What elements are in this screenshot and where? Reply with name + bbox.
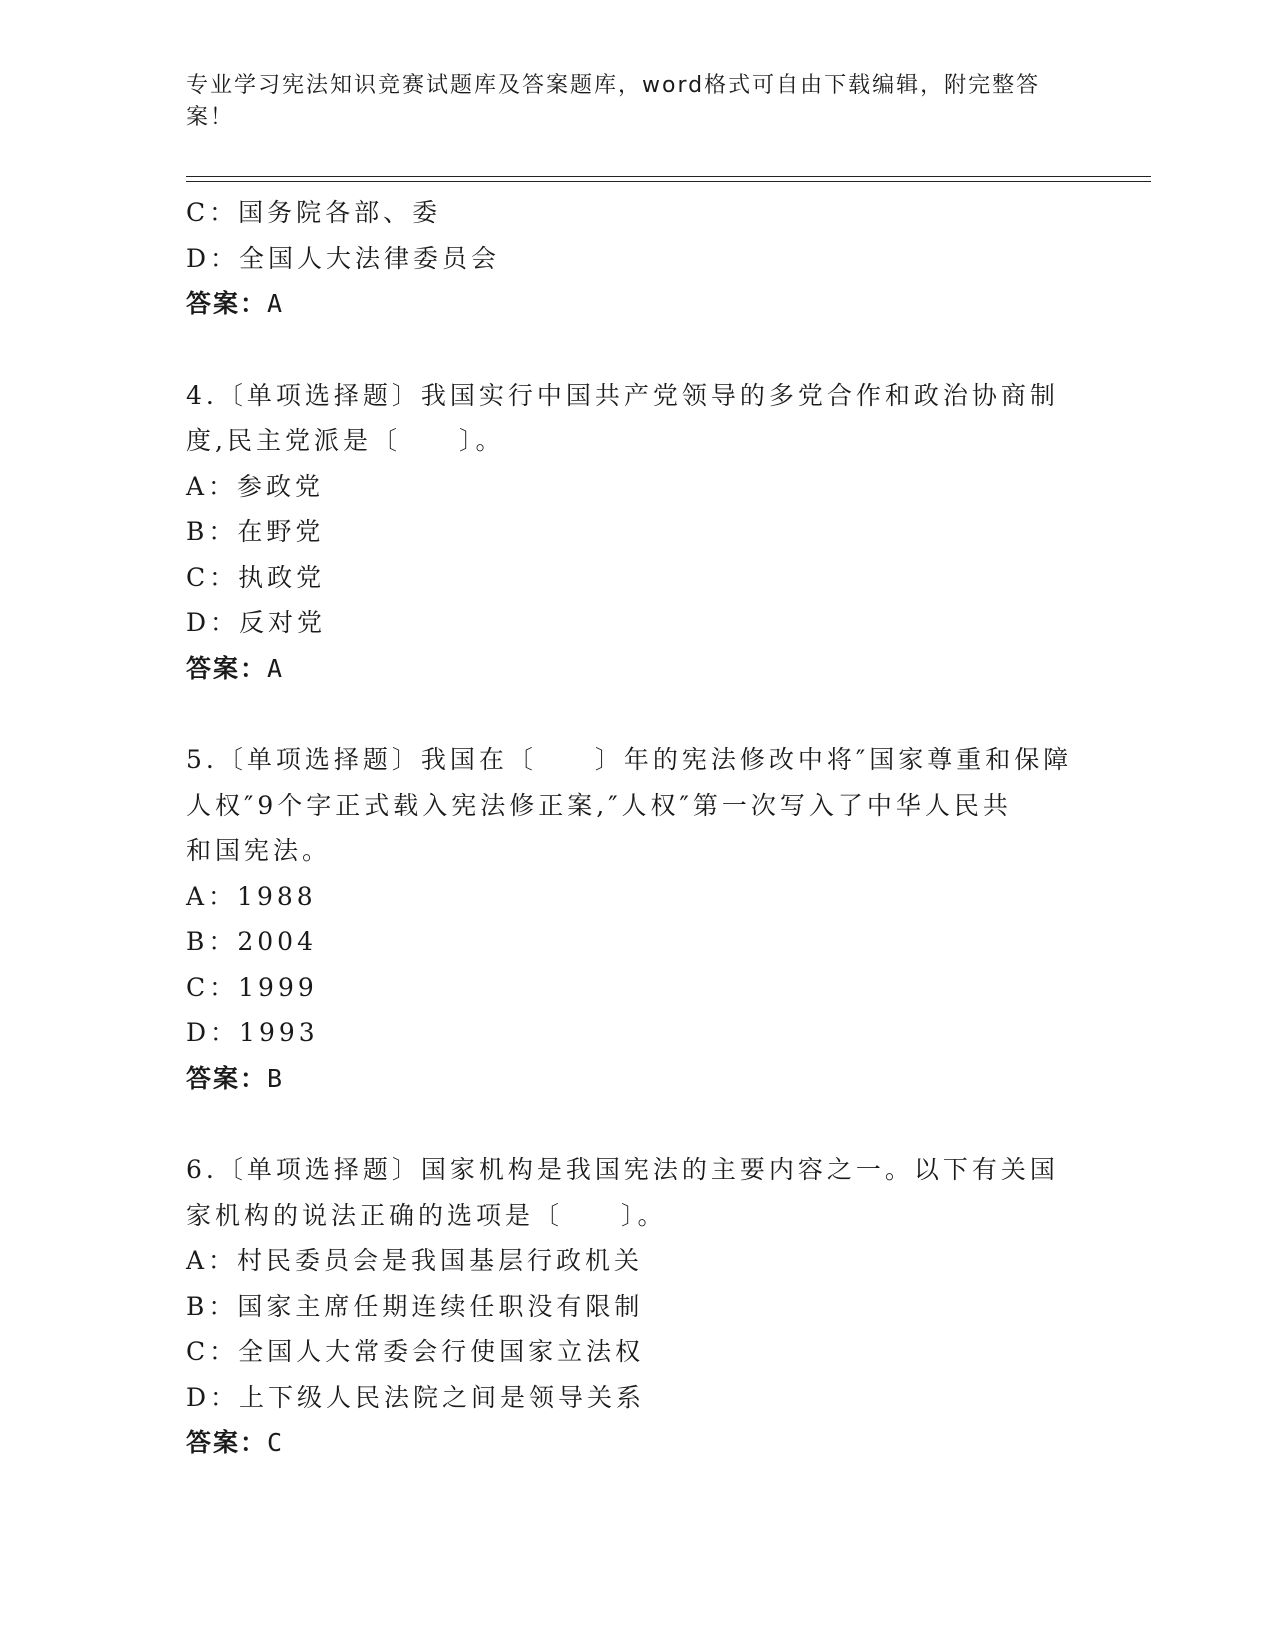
spacer (186, 327, 1086, 373)
page-header (186, 70, 1066, 134)
header-rule-bottom (186, 181, 1151, 182)
header-line-2: 案！ (186, 105, 235, 130)
option-a: A：村民委员会是我国基层行政机关 (186, 1246, 644, 1275)
header-line-1: 专业学习宪法知识竞赛试题库及答案题库，word格式可自由下载编辑，附完整答 (186, 73, 1041, 98)
question-stem-line: 和国宪法。 (186, 836, 332, 865)
question-stem-line: 6.〔单项选择题〕国家机构是我国宪法的主要内容之一。以下有关国 (186, 1155, 1059, 1184)
answer-value: A (267, 289, 285, 318)
question-stem-line: 4.〔单项选择题〕我国实行中国共产党领导的多党合作和政治协商制 (186, 380, 1059, 410)
question-list (186, 190, 1086, 1466)
option-c: C：国务院各部、委 (186, 198, 442, 227)
option-c: C：执政党 (186, 562, 326, 592)
question-6 (186, 1147, 1086, 1466)
answer-line (186, 646, 1086, 692)
answer-value: A (267, 653, 285, 683)
header-rule-top (186, 176, 1151, 177)
option-d: D：上下级人民法院之间是领导关系 (186, 1382, 646, 1412)
answer-value: C (267, 1428, 285, 1457)
answer-value: B (267, 1063, 285, 1093)
question-5 (186, 737, 1086, 1101)
question-4 (186, 373, 1086, 692)
option-d: D：全国人大法律委员会 (186, 243, 501, 273)
question-stem-line: 5.〔单项选择题〕我国在〔 〕年的宪法修改中将″国家尊重和保障 (186, 745, 1073, 774)
option-c: C：1999 (186, 972, 318, 1002)
option-a: A：参政党 (186, 471, 325, 501)
option-b: B：在野党 (186, 517, 325, 546)
answer-line (186, 281, 1086, 327)
answer-label: 答案： (186, 289, 268, 318)
question-stem-line: 度,民主党派是〔 〕。 (186, 426, 505, 455)
spacer (186, 1101, 1086, 1147)
option-b: B：国家主席任期连续任职没有限制 (186, 1291, 644, 1321)
spacer (186, 691, 1086, 737)
option-d: D：反对党 (186, 608, 327, 637)
question-stem-line: 家机构的说法正确的选项是〔 〕。 (186, 1200, 667, 1230)
question-3-continuation (186, 190, 1086, 327)
answer-line (186, 1056, 1086, 1102)
option-a: A：1988 (186, 881, 317, 911)
question-stem-line: 人权″9个字正式载入宪法修正案,″人权″第一次写入了中华人民共 (186, 790, 1012, 820)
option-d: D：1993 (186, 1018, 319, 1047)
answer-label: 答案： (186, 653, 268, 683)
answer-label: 答案： (186, 1063, 268, 1093)
answer-label: 答案： (186, 1428, 268, 1457)
option-c: C：全国人大常委会行使国家立法权 (186, 1337, 645, 1366)
option-b: B：2004 (186, 927, 317, 956)
answer-line (186, 1420, 1086, 1466)
